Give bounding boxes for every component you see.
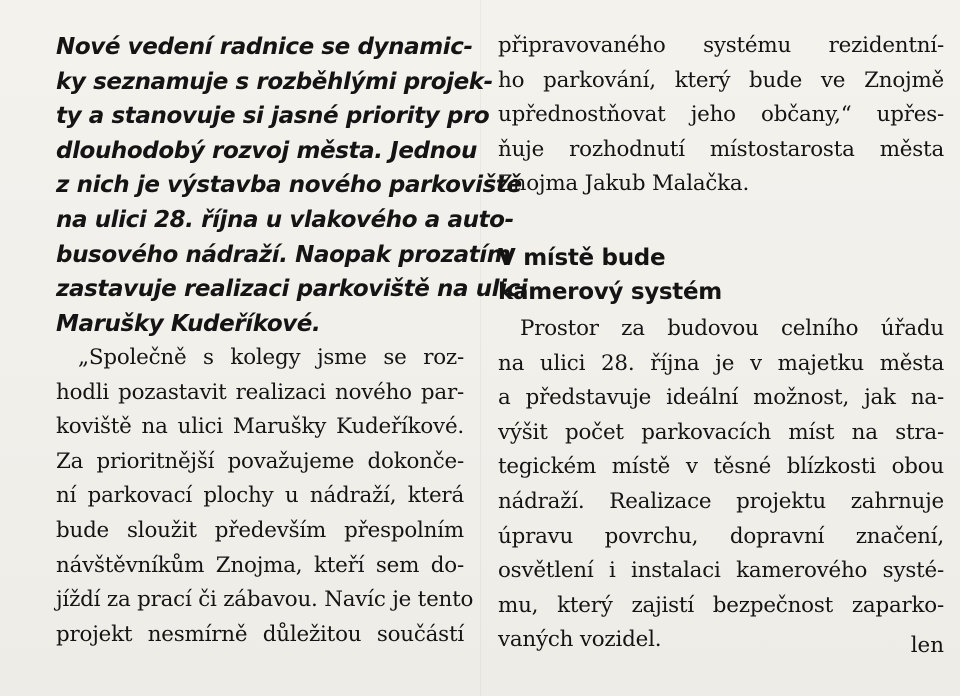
body-line: Prostor za budovou celního úřadu bbox=[520, 316, 944, 341]
subheading-line: V místě bude bbox=[498, 245, 666, 271]
body-line: úpravu povrchu, dopravní značení, bbox=[498, 523, 944, 549]
body-line: vaných vozidel. bbox=[498, 627, 662, 653]
body-line: připravovaného systému rezidentní- bbox=[498, 33, 944, 58]
body-line: ňuje rozhodnutí místostarosta města bbox=[498, 136, 944, 162]
body-line: výšit počet parkovacích míst na stra- bbox=[498, 419, 944, 445]
camera-paragraph bbox=[498, 312, 944, 658]
lead-line: Nové vedení radnice se dynamic- bbox=[56, 34, 473, 60]
subheading bbox=[498, 241, 944, 309]
body-line: ní parkovací plochy u nádraží, která bbox=[56, 483, 464, 509]
lead-line: ty a stanovuje si jasné priority pro bbox=[56, 103, 490, 130]
body-line: a představuje ideální možnost, jak na- bbox=[498, 385, 944, 411]
lead-line: Marušky Kudeříkové. bbox=[56, 310, 321, 337]
body-line: bude sloužit především přespolním bbox=[56, 517, 464, 543]
lead-paragraph bbox=[56, 0, 528, 341]
lead-line: z nich je výstavba nového parkoviště bbox=[56, 172, 522, 199]
author-signature: len bbox=[910, 633, 944, 658]
subheading-line: kamerový systém bbox=[498, 279, 722, 305]
body-line: Znojma Jakub Malačka. bbox=[498, 171, 750, 197]
lead-line: ky seznamuje s rozběhlými projek- bbox=[56, 68, 493, 95]
body-line: ho parkování, který bude ve Znojmě bbox=[498, 67, 944, 93]
body-line: osvětlení i instalaci kamerového systé- bbox=[498, 558, 944, 584]
lead-line: na ulici 28. října u vlakového a auto- bbox=[56, 206, 514, 233]
lead-line: dlouhodobý rozvoj města. Jednou bbox=[56, 137, 477, 164]
body-line: nádraží. Realizace projektu zahrnuje bbox=[498, 488, 944, 514]
lead-line: zastavuje realizaci parkoviště na ulici bbox=[56, 276, 528, 303]
body-line: tegickém místě v těsné blízkosti obou bbox=[498, 454, 944, 480]
body-line: na ulici 28. října je v majetku města bbox=[498, 350, 944, 376]
lead-line: busového nádraží. Naopak prozatím bbox=[56, 241, 511, 268]
body-line: mu, který zajistí bezpečnost zaparko- bbox=[498, 592, 944, 618]
body-line: Za prioritnější považujeme dokonče- bbox=[56, 448, 464, 474]
quote-continuation bbox=[498, 29, 944, 202]
quote-paragraph bbox=[56, 341, 474, 652]
body-line: upřednostňovat jeho občany,“ upřes- bbox=[498, 102, 944, 128]
body-line: hodli pozastavit realizaci nového par- bbox=[56, 379, 464, 405]
body-line: projekt nesmírně důležitou součástí bbox=[56, 621, 464, 647]
body-line: jíždí za prací či zábavou. Navíc je tento bbox=[56, 587, 474, 613]
body-line: návštěvníkům Znojma, kteří sem do- bbox=[56, 552, 464, 578]
body-line: koviště na ulici Marušky Kudeříkové. bbox=[56, 414, 464, 440]
body-line: „Společně s kolegy jsme se roz- bbox=[78, 345, 464, 370]
